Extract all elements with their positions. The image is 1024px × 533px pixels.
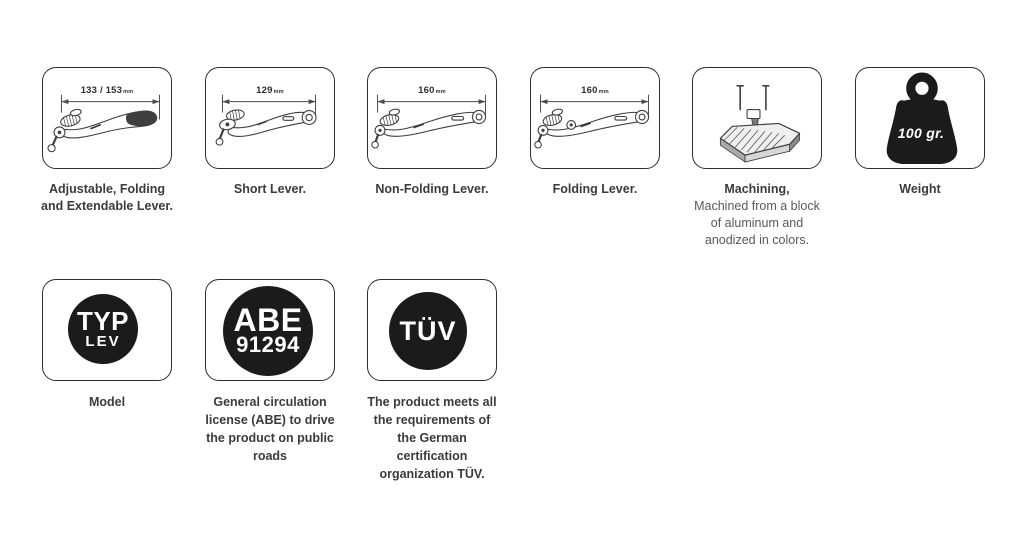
feature-caption bbox=[830, 181, 1010, 198]
feature-caption bbox=[17, 393, 197, 411]
caption-line: The product meets all bbox=[367, 395, 497, 409]
abe-badge-icon bbox=[205, 279, 335, 381]
feature-caption bbox=[17, 181, 197, 215]
badge-text: 91294 bbox=[236, 332, 300, 357]
feature-caption bbox=[180, 181, 360, 198]
caption-line: the requirements of bbox=[373, 413, 491, 427]
abe-badge bbox=[223, 286, 313, 376]
tuv-badge-icon bbox=[367, 279, 497, 381]
caption-line: of aluminum and bbox=[710, 216, 804, 230]
short-lever-icon bbox=[205, 67, 335, 169]
dimension-label: 160mm bbox=[581, 85, 609, 96]
caption-line: roads bbox=[252, 449, 288, 463]
caption-line: license (ABE) to drive bbox=[205, 413, 335, 427]
feature-caption bbox=[180, 393, 360, 465]
caption-line: Non-Folding Lever. bbox=[375, 182, 489, 196]
caption-line: Weight bbox=[899, 182, 941, 196]
caption-line: the product on public bbox=[206, 431, 334, 445]
badge-text: TÜV bbox=[399, 315, 457, 346]
typ-lev-badge bbox=[68, 294, 138, 364]
feature-caption bbox=[505, 181, 685, 198]
caption-line: Machining, bbox=[724, 182, 790, 196]
typ-lev-badge-icon bbox=[42, 279, 172, 381]
machining-icon bbox=[692, 67, 822, 169]
kettlebell-drawing bbox=[856, 68, 984, 168]
badge-text: LEV bbox=[85, 332, 121, 350]
short-lever-drawing bbox=[206, 68, 334, 168]
folding-lever-drawing bbox=[531, 68, 659, 168]
folding-lever-icon bbox=[530, 67, 660, 169]
tuv-badge bbox=[389, 292, 467, 370]
feature-caption bbox=[342, 393, 522, 483]
caption-line: General circulation bbox=[213, 395, 327, 409]
dimension-label: 133 / 153mm bbox=[80, 85, 134, 96]
adjustable-lever-icon bbox=[42, 67, 172, 169]
caption-line: Adjustable, Folding bbox=[49, 182, 165, 196]
caption-line: and Extendable Lever. bbox=[41, 199, 173, 213]
adjustable-lever-drawing bbox=[43, 68, 171, 168]
caption-line: Model bbox=[88, 395, 126, 409]
badge-text: ABE bbox=[233, 302, 303, 338]
weight-value-label: 100 gr. bbox=[897, 125, 945, 141]
caption-line: the German bbox=[397, 431, 467, 445]
dimension-label: 129mm bbox=[256, 85, 284, 96]
feature-caption bbox=[342, 181, 522, 198]
feature-caption bbox=[667, 181, 847, 249]
caption-line: Machined from a block bbox=[694, 199, 820, 213]
badge-text: TYP bbox=[76, 305, 130, 336]
non-folding-lever-drawing bbox=[368, 68, 496, 168]
caption-line: certification bbox=[396, 449, 468, 463]
caption-line: anodized in colors. bbox=[704, 233, 810, 247]
non-folding-lever-icon bbox=[367, 67, 497, 169]
machining-drawing bbox=[693, 68, 821, 168]
caption-line: organization TÜV. bbox=[379, 467, 485, 481]
dimension-label: 160mm bbox=[418, 85, 446, 96]
weight-icon bbox=[855, 67, 985, 169]
caption-line: Folding Lever. bbox=[552, 182, 638, 196]
caption-line: Short Lever. bbox=[233, 182, 307, 196]
